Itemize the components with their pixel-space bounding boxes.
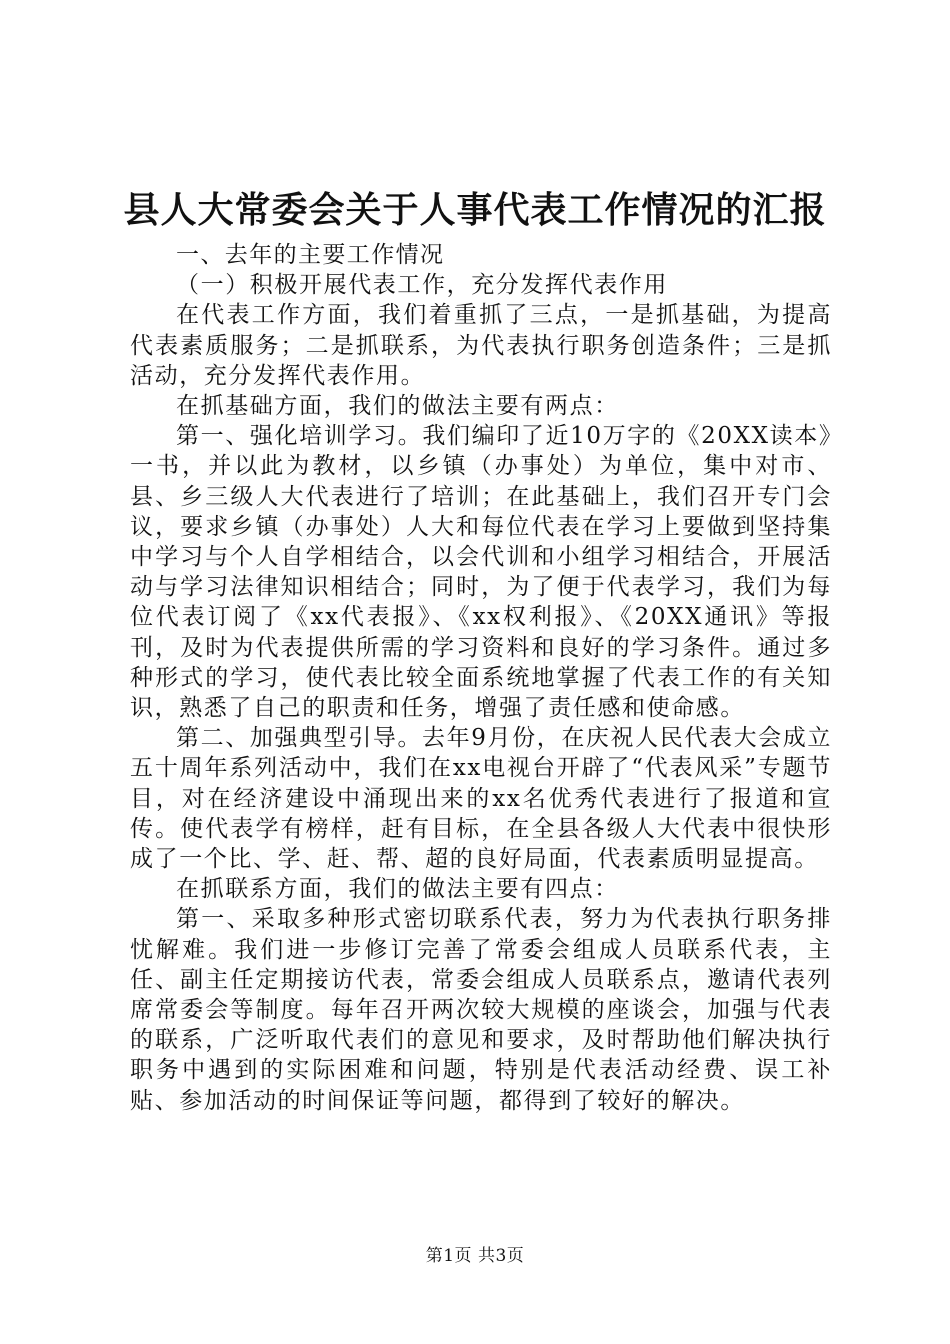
body-paragraph: 在代表工作方面，我们着重抓了三点，一是抓基础，为提高代表素质服务；二是抓联系，为代表执行职务创造条件；三是抓活动，充分发挥代表作用。 [130, 302, 832, 389]
body-paragraph: 在抓联系方面，我们的做法主要有四点： [176, 876, 619, 903]
body-paragraph: 第一、采取多种形式密切联系代表，努力为代表执行职务排忧解难。我们进一步修订完善了常委会组成人员联系代表，主任、副主任定期接访代表，常委会组成人员联系点，邀请代表列席常委会等制度。每年召开两次较大规模的座谈会，加强与代表的联系，广泛听取代表们的意见和要求，及时帮助他们解决执行职务中遇到的实际困难和问题，特别是代表活动经费、误工补贴、参加活动的时间保证等问题，都得到了较好的解决。 [130, 906, 832, 1114]
document-body [130, 240, 832, 1116]
body-paragraph: 第二、加强典型引导。去年9月份，在庆祝人民代表大会成立五十周年系列活动中，我们在xx电视台开辟了“代表风采”专题节目，对在经济建设中涌现出来的xx名优秀代表进行了报道和宣传。使代表学有榜样，赶有目标，在全县各级人大代表中很快形成了一个比、学、赶、帮、超的良好局面，代表素质明显提高。 [130, 725, 832, 873]
document-title: 县人大常委会关于人事代表工作情况的汇报 [123, 189, 827, 231]
body-paragraph: 第一、强化培训学习。我们编印了近10万字的《20XX读本》一书，并以此为教材，以乡镇（办事处）为单位，集中对市、县、乡三级人大代表进行了培训；在此基础上，我们召开专门会议，要求乡镇（办事处）人大和每位代表在学习上要做到坚持集中学习与个人自学相结合，以会代训和小组学习相结合，开展活动与学习法律知识相结合；同时，为了便于代表学习，我们为每位代表订阅了《xx代表报》、《xx权利报》、《20XX通讯》等报刊，及时为代表提供所需的学习资料和良好的学习条件。通过多种形式的学习，使代表比较全面系统地掌握了代表工作的有关知识，熟悉了自己的职责和任务，增强了责任感和使命感。 [130, 423, 832, 722]
body-paragraph: 在抓基础方面，我们的做法主要有两点： [176, 393, 619, 420]
section-heading: 一、去年的主要工作情况 [176, 242, 445, 268]
page-indicator: 第1页 共3页 [425, 1246, 525, 1266]
subsection-heading: （一）积极开展代表工作，充分发挥代表作用 [176, 272, 668, 299]
